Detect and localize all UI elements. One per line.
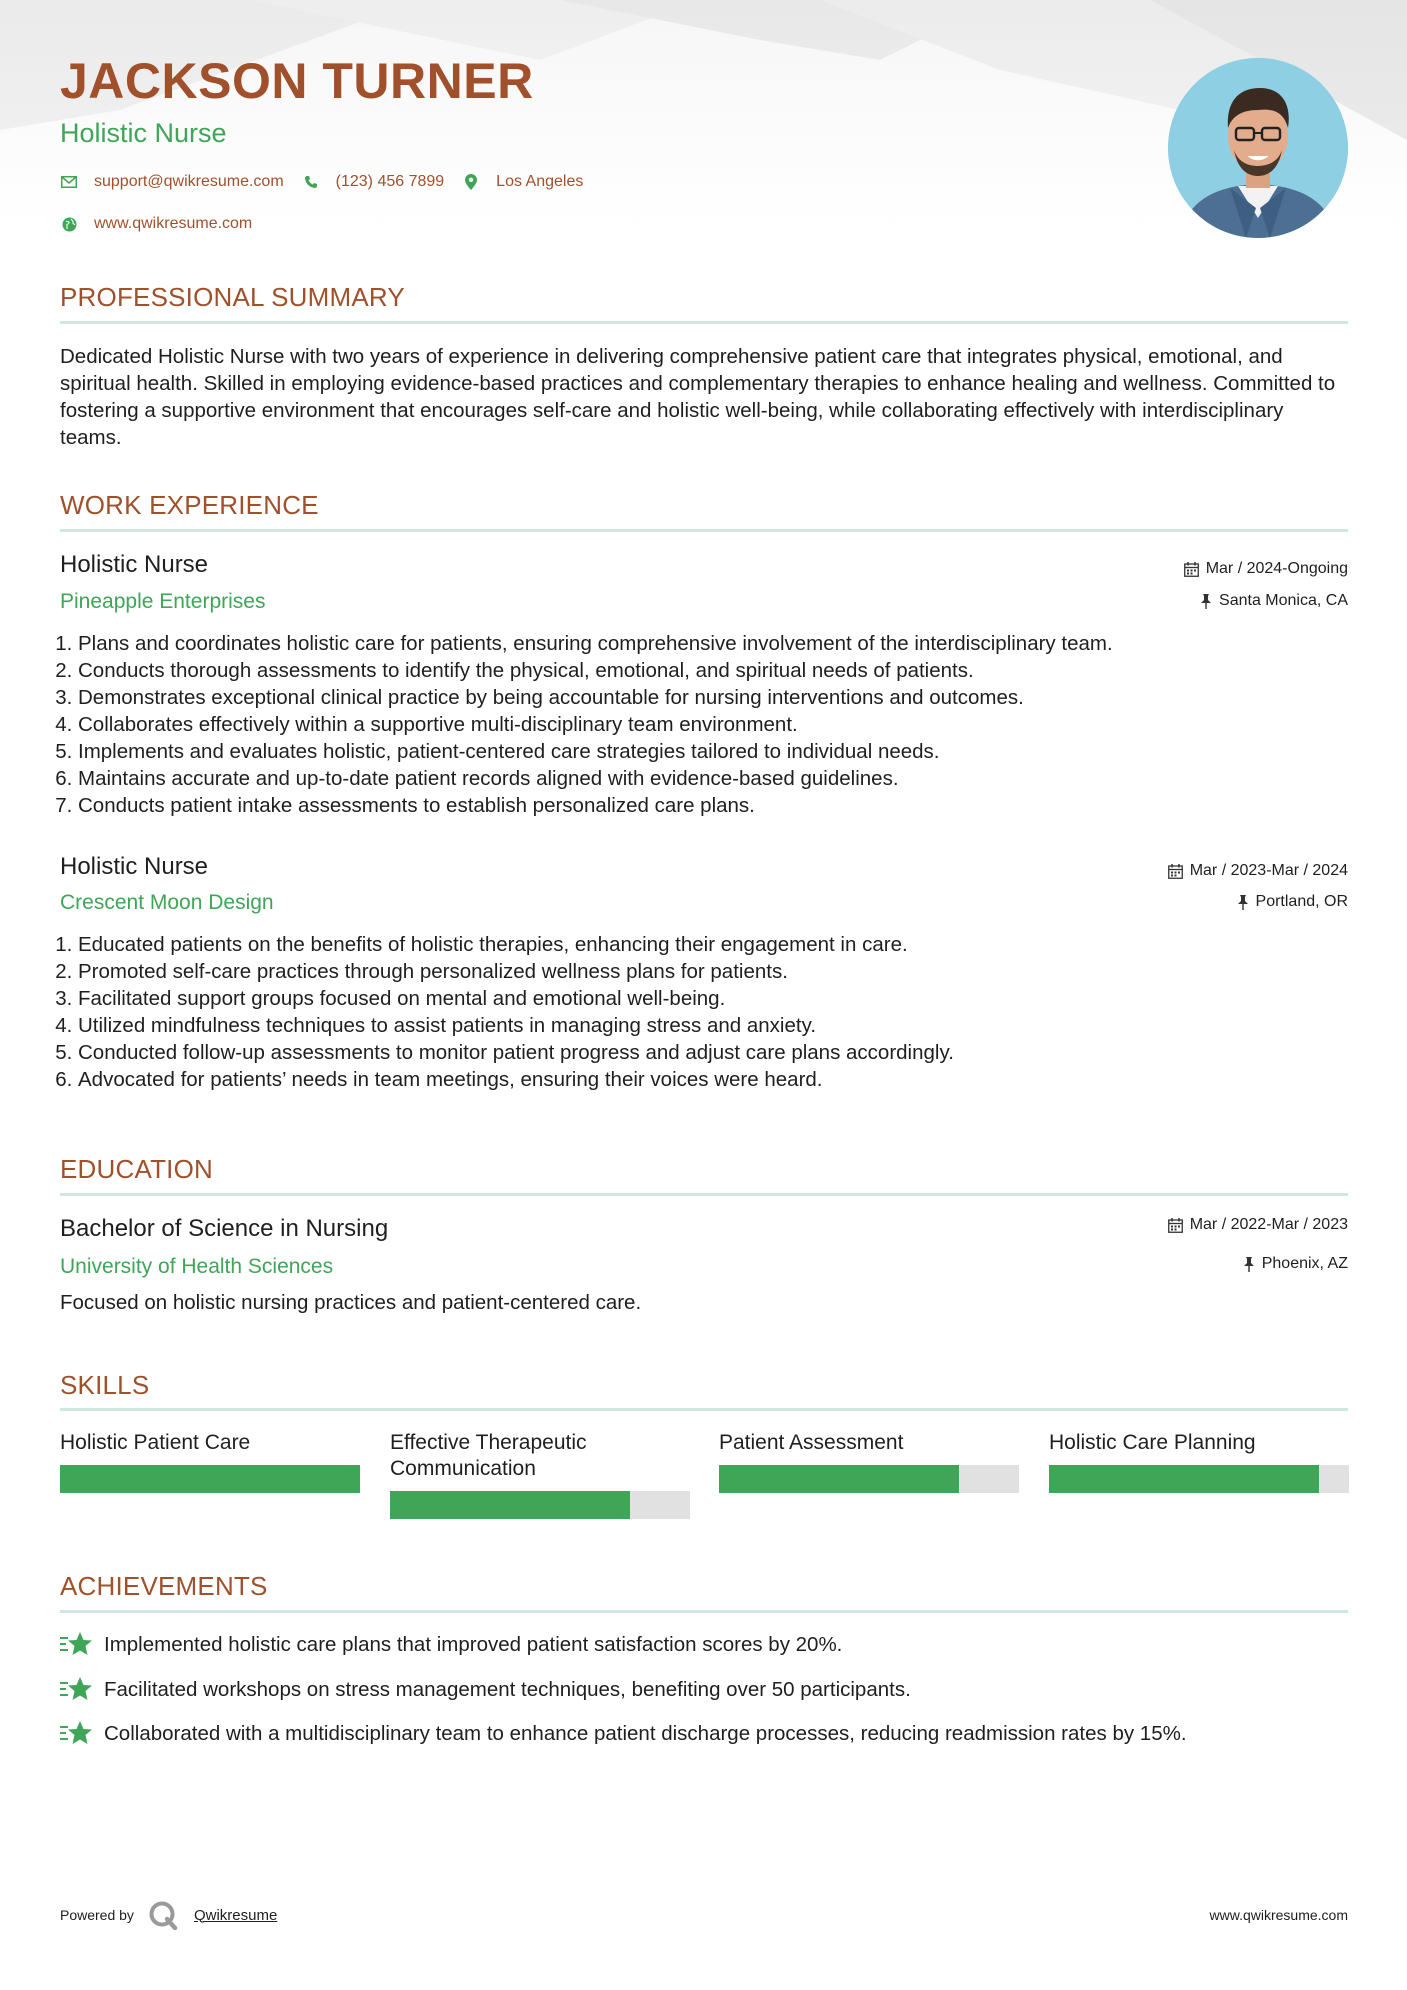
calendar-icon	[1168, 864, 1183, 879]
education-dates	[1168, 1217, 1348, 1233]
star-award-icon	[60, 1719, 94, 1749]
skill-bar-fill	[60, 1465, 360, 1493]
education-description: Focused on holistic nursing practices and patient-centered care.	[60, 1291, 642, 1314]
education-location	[1243, 1256, 1348, 1272]
globe-icon	[60, 215, 78, 233]
star-award-icon	[60, 1630, 94, 1660]
list-item: 7. Conducts patient intake assessments to establish personalized care plans.	[78, 792, 1348, 819]
person-portrait-icon	[1168, 58, 1348, 238]
skill-bar-fill	[1049, 1465, 1319, 1493]
skill-item	[719, 1430, 1019, 1493]
education-dates-text: Mar / 2022-Mar / 2023	[1189, 1216, 1348, 1233]
phone-item[interactable]	[302, 173, 445, 191]
list-item: 2. Promoted self-care practices through personalized wellness plans for patients.	[78, 958, 1348, 985]
section-divider	[60, 1193, 1348, 1196]
school-name: University of Health Sciences	[60, 1255, 334, 1278]
list-item: 3. Facilitated support groups focused on mental and emotional well-being.	[78, 985, 1348, 1012]
skill-bar	[390, 1491, 690, 1519]
skills-heading: SKILLS	[60, 1370, 150, 1400]
calendar-icon	[1168, 1218, 1183, 1233]
skill-bar	[60, 1465, 360, 1493]
experience-heading: WORK EXPERIENCE	[60, 490, 319, 520]
job-location	[1237, 894, 1348, 910]
achievement-text: Facilitated workshops on stress management techniques, benefiting over 50 participants.	[104, 1678, 911, 1701]
envelope-icon	[60, 173, 78, 191]
section-divider	[60, 1408, 1348, 1411]
pushpin-icon	[1237, 895, 1249, 910]
skill-bar	[719, 1465, 1019, 1493]
job-dates	[1168, 863, 1348, 879]
profile-photo	[1168, 58, 1348, 238]
skill-name: Effective Therapeutic Communication	[390, 1431, 587, 1480]
footer-powered-by	[60, 1900, 277, 1930]
degree-title: Bachelor of Science in Nursing	[60, 1215, 389, 1242]
achievement-item	[60, 1630, 842, 1660]
job-company: Pineapple Enterprises	[60, 590, 266, 613]
achievements-heading: ACHIEVEMENTS	[60, 1571, 268, 1601]
summary-text: Dedicated Holistic Nurse with two years of experience in delivering comprehensive patient care that integrates physical, emotional, and spiritual health. Skilled in employing evidence-based practices and complementary therapies to enhance healing and wellness. Committed to fostering a supportive environment that encourages self-care and holistic well-being, while collaborating effectively with interdisciplinary teams.	[60, 345, 1336, 449]
job-location-text: Santa Monica, CA	[1219, 592, 1348, 609]
job-location-text: Portland, OR	[1255, 893, 1348, 910]
qwikresume-logo-icon	[148, 1900, 178, 1930]
achievement-text: Collaborated with a multidisciplinary team to enhance patient discharge processes, reducing readmission rates by 15%.	[104, 1722, 1187, 1745]
email-text: support@qwikresume.com	[94, 173, 284, 190]
summary-heading: PROFESSIONAL SUMMARY	[60, 282, 405, 312]
list-item: 4. Utilized mindfulness techniques to assist patients in managing stress and anxiety.	[78, 1012, 1348, 1039]
candidate-role: Holistic Nurse	[60, 118, 227, 148]
location-text: Los Angeles	[496, 173, 584, 190]
education-location-text: Phoenix, AZ	[1261, 1255, 1348, 1272]
achievement-item	[60, 1719, 1187, 1749]
section-divider	[60, 529, 1348, 532]
job-dates-text: Mar / 2024-Ongoing	[1205, 560, 1348, 577]
skill-item	[60, 1430, 360, 1493]
qwikresume-link[interactable]: Qwikresume	[193, 1906, 278, 1924]
skill-bar	[1049, 1465, 1349, 1493]
job-company: Crescent Moon Design	[60, 891, 274, 914]
pushpin-icon	[1200, 594, 1212, 609]
section-divider	[60, 1610, 1348, 1613]
star-award-icon	[60, 1675, 94, 1705]
skill-item	[1049, 1430, 1349, 1493]
skill-name: Holistic Patient Care	[60, 1431, 251, 1454]
job-location	[1200, 593, 1348, 609]
footer-website[interactable]: www.qwikresume.com	[1209, 1907, 1348, 1923]
list-item: 1. Educated patients on the benefits of holistic therapies, enhancing their engagement in care.	[78, 931, 1348, 958]
achievement-item	[60, 1675, 911, 1705]
website-item[interactable]	[60, 215, 252, 233]
website-row	[60, 215, 270, 233]
skill-item	[390, 1430, 690, 1519]
skill-name: Patient Assessment	[719, 1431, 904, 1454]
website-text: www.qwikresume.com	[94, 215, 253, 232]
map-pin-icon	[462, 173, 480, 191]
powered-by-label: Powered by	[60, 1907, 134, 1923]
list-item: 5. Implements and evaluates holistic, patient-centered care strategies tailored to individual needs.	[78, 738, 1348, 765]
contact-row	[60, 173, 601, 191]
list-item: 1. Plans and coordinates holistic care for patients, ensuring comprehensive involvement of the interdisciplinary team.	[78, 630, 1348, 657]
pushpin-icon	[1243, 1257, 1255, 1272]
job-title: Holistic Nurse	[60, 551, 209, 578]
achievement-text: Implemented holistic care plans that improved patient satisfaction scores by 20%.	[104, 1633, 843, 1656]
skill-bar-fill	[719, 1465, 959, 1493]
list-item: 4. Collaborates effectively within a supportive multi-disciplinary team environment.	[78, 711, 1348, 738]
list-item: 6. Advocated for patients’ needs in team meetings, ensuring their voices were heard.	[78, 1066, 1348, 1093]
list-item: 5. Conducted follow-up assessments to monitor patient progress and adjust care plans accordingly.	[78, 1039, 1348, 1066]
skill-name: Holistic Care Planning	[1049, 1431, 1256, 1454]
job-title: Holistic Nurse	[60, 853, 209, 880]
list-item: 6. Maintains accurate and up-to-date patient records aligned with evidence-based guidelines.	[78, 765, 1348, 792]
skill-bar-fill	[390, 1491, 630, 1519]
phone-text: (123) 456 7899	[335, 173, 445, 190]
education-heading: EDUCATION	[60, 1154, 213, 1184]
job-dates-text: Mar / 2023-Mar / 2024	[1189, 862, 1348, 879]
list-item: 2. Conducts thorough assessments to identify the physical, emotional, and spiritual needs of patients.	[78, 657, 1348, 684]
job-duties-list	[60, 630, 1348, 819]
job-dates	[1184, 561, 1348, 577]
email-item[interactable]	[60, 173, 284, 191]
section-divider	[60, 321, 1348, 324]
job-duties-list	[60, 931, 1348, 1093]
calendar-icon	[1184, 562, 1199, 577]
phone-icon	[302, 173, 320, 191]
location-item	[462, 173, 583, 191]
candidate-name: JACKSON TURNER	[60, 53, 534, 109]
list-item: 3. Demonstrates exceptional clinical practice by being accountable for nursing interventions and outcomes.	[78, 684, 1348, 711]
